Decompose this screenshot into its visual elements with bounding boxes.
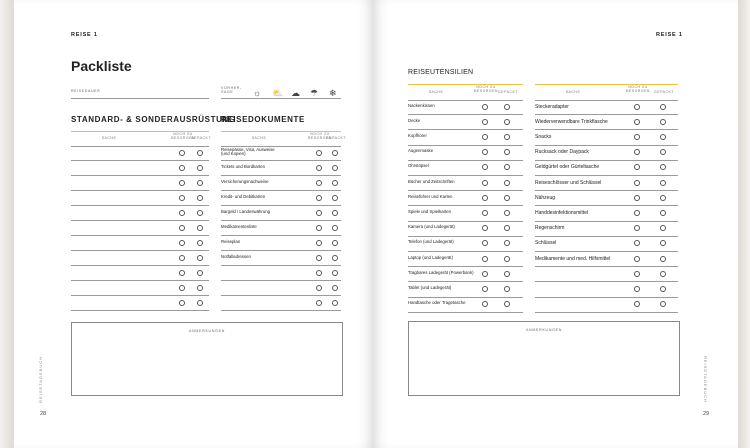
todo-checkbox[interactable] xyxy=(634,180,640,186)
todo-checkbox[interactable] xyxy=(634,134,640,140)
todo-checkbox[interactable] xyxy=(634,301,640,307)
todo-checkbox[interactable] xyxy=(634,149,640,155)
packed-checkbox[interactable] xyxy=(197,195,203,201)
column-header-packed: GEPACKT xyxy=(498,89,518,94)
column-header-todo: NOCH ZU BESORGEN xyxy=(308,132,332,140)
packed-checkbox[interactable] xyxy=(197,270,203,276)
forecast-line xyxy=(221,98,341,99)
item-label: Bargeld / Landeswährung xyxy=(221,208,270,214)
todo-checkbox[interactable] xyxy=(316,240,322,246)
item-label: Reisepässe, Visa, Ausweise (und Kopien) xyxy=(221,146,275,157)
column-header-packed: GEPACKT xyxy=(326,136,346,140)
todo-checkbox[interactable] xyxy=(179,195,185,201)
todo-checkbox[interactable] xyxy=(482,180,488,186)
packed-checkbox[interactable] xyxy=(332,240,338,246)
packed-checkbox[interactable] xyxy=(660,134,666,140)
list-item xyxy=(221,175,341,191)
todo-checkbox[interactable] xyxy=(179,270,185,276)
packed-checkbox[interactable] xyxy=(332,165,338,171)
todo-checkbox[interactable] xyxy=(634,164,640,170)
item-label: Tablet (und Ladegerät) xyxy=(408,284,452,290)
packed-checkbox[interactable] xyxy=(504,195,510,201)
item-label: Nackenkissen xyxy=(408,102,435,108)
list-item xyxy=(221,280,341,296)
list-item xyxy=(71,190,209,206)
packed-checkbox[interactable] xyxy=(332,255,338,261)
packed-checkbox[interactable] xyxy=(660,286,666,292)
todo-checkbox[interactable] xyxy=(634,195,640,201)
item-label: Bücher und Zeitschriften xyxy=(408,178,455,184)
todo-checkbox[interactable] xyxy=(634,256,640,262)
packed-checkbox[interactable] xyxy=(197,150,203,156)
list-item xyxy=(408,160,523,176)
todo-checkbox[interactable] xyxy=(316,150,322,156)
packed-checkbox[interactable] xyxy=(197,225,203,231)
spine-text: REISETAGEBUCH xyxy=(38,356,43,403)
packed-checkbox[interactable] xyxy=(504,225,510,231)
section-title-equipment: STANDARD- & SONDERAUSRÜSTUNG xyxy=(71,115,236,124)
item-label: Kredit- und Debitkarten xyxy=(221,193,266,199)
todo-checkbox[interactable] xyxy=(482,301,488,307)
packed-checkbox[interactable] xyxy=(504,286,510,292)
item-label: Handtasche oder Tragetasche xyxy=(408,300,466,306)
item-label: Augenmaske xyxy=(408,148,434,154)
forecast-label: VORHER- SAGE xyxy=(221,86,242,95)
todo-checkbox[interactable] xyxy=(179,300,185,306)
item-label: Schlüssel xyxy=(535,240,557,247)
item-label: Medikamente und med. Hilfsmittel xyxy=(535,255,611,262)
column-header-item: SACHE xyxy=(565,89,581,94)
packed-checkbox[interactable] xyxy=(197,255,203,261)
spine-text: REISETAGEBUCH xyxy=(703,356,708,403)
notes-label: ANMERKUNGEN xyxy=(525,328,563,332)
item-label: Telefon (und Ladegerät) xyxy=(408,239,454,245)
todo-checkbox[interactable] xyxy=(179,285,185,291)
todo-checkbox[interactable] xyxy=(482,119,488,125)
todo-checkbox[interactable] xyxy=(634,240,640,246)
page-title: Packliste xyxy=(71,58,132,74)
list-item xyxy=(408,114,523,130)
list-item xyxy=(535,114,678,130)
list-item xyxy=(71,160,209,176)
list-item xyxy=(535,190,678,206)
list-item xyxy=(221,295,341,311)
list-item xyxy=(71,265,209,281)
packed-checkbox[interactable] xyxy=(660,104,666,110)
list-item xyxy=(535,160,678,176)
item-label: Regenschirm xyxy=(535,225,565,232)
todo-checkbox[interactable] xyxy=(634,225,640,231)
right-page xyxy=(373,0,738,448)
item-label: Notfalladressen xyxy=(221,253,251,259)
column-header-packed: GEPACKT xyxy=(191,136,211,140)
packed-checkbox[interactable] xyxy=(504,256,510,262)
list-item xyxy=(535,297,678,313)
list-item xyxy=(221,145,341,161)
list-item xyxy=(535,266,678,282)
list-item xyxy=(535,129,678,145)
item-label: Laptop (und Ladegerät) xyxy=(408,254,453,260)
packed-checkbox[interactable] xyxy=(504,149,510,155)
item-label: Tragbares Ladegerät (Powerbank) xyxy=(408,269,474,275)
packed-checkbox[interactable] xyxy=(332,150,338,156)
item-label: Versicherungsnachweise xyxy=(221,178,269,184)
duration-label: REISEDAUER xyxy=(71,89,101,93)
list-item xyxy=(71,205,209,221)
item-label: Handdesinfektionsmittel xyxy=(535,209,589,216)
column-header-packed: GEPACKT xyxy=(654,89,674,94)
list-item xyxy=(408,251,523,267)
page-number: 28 xyxy=(40,411,47,417)
list-item xyxy=(408,175,523,191)
item-label: Wiederverwendbare Trinkflasche xyxy=(535,118,608,125)
todo-checkbox[interactable] xyxy=(482,134,488,140)
packed-checkbox[interactable] xyxy=(660,195,666,201)
list-item xyxy=(221,160,341,176)
column-header-item: SACHE xyxy=(251,136,267,140)
todo-checkbox[interactable] xyxy=(316,225,322,231)
list-item xyxy=(408,190,523,206)
item-label: Nähzeug xyxy=(535,194,556,201)
todo-checkbox[interactable] xyxy=(482,149,488,155)
todo-checkbox[interactable] xyxy=(179,225,185,231)
packed-checkbox[interactable] xyxy=(660,119,666,125)
section-title-utensils: REISEUTENSILIEN xyxy=(408,69,474,76)
packed-checkbox[interactable] xyxy=(197,300,203,306)
item-label: Geldgürtel oder Gürteltasche xyxy=(535,164,600,171)
todo-checkbox[interactable] xyxy=(179,240,185,246)
packed-checkbox[interactable] xyxy=(332,195,338,201)
item-label: Decke xyxy=(408,117,421,123)
notes-box[interactable] xyxy=(71,322,343,396)
packed-checkbox[interactable] xyxy=(504,180,510,186)
left-page xyxy=(14,0,373,448)
column-header-item: SACHE xyxy=(428,89,444,94)
todo-checkbox[interactable] xyxy=(316,270,322,276)
trip-label: REISE 1 xyxy=(656,32,683,38)
todo-checkbox[interactable] xyxy=(482,210,488,216)
item-label: Reiseführer und Karten xyxy=(408,193,453,199)
section-title-documents: REISEDOKUMENTE xyxy=(221,115,305,124)
packed-checkbox[interactable] xyxy=(504,104,510,110)
todo-checkbox[interactable] xyxy=(482,195,488,201)
todo-checkbox[interactable] xyxy=(316,255,322,261)
todo-checkbox[interactable] xyxy=(316,195,322,201)
list-item xyxy=(71,145,209,161)
todo-checkbox[interactable] xyxy=(316,300,322,306)
list-item xyxy=(535,251,678,267)
item-label: Reiseschlösser und Schlüssel xyxy=(535,179,602,186)
trip-label: REISE 1 xyxy=(71,32,98,38)
list-item xyxy=(71,175,209,191)
todo-checkbox[interactable] xyxy=(482,271,488,277)
packed-checkbox[interactable] xyxy=(504,240,510,246)
list-item xyxy=(408,297,523,313)
list-item xyxy=(221,265,341,281)
column-header-todo: NOCH ZU BESORGEN xyxy=(474,85,498,93)
list-item xyxy=(535,145,678,161)
todo-checkbox[interactable] xyxy=(316,285,322,291)
umbrella-icon: ☂ xyxy=(310,88,319,98)
list-item xyxy=(535,236,678,252)
packed-checkbox[interactable] xyxy=(332,225,338,231)
list-item xyxy=(221,235,341,251)
duration-line xyxy=(71,98,209,99)
packed-checkbox[interactable] xyxy=(332,285,338,291)
packed-checkbox[interactable] xyxy=(660,271,666,277)
todo-checkbox[interactable] xyxy=(179,180,185,186)
list-item xyxy=(221,220,341,236)
page-number: 29 xyxy=(703,411,710,417)
item-label: Tickets und Bordkarten xyxy=(221,163,266,169)
column-header-item: SACHE xyxy=(101,136,117,140)
item-label: Snacks xyxy=(535,133,552,140)
list-item xyxy=(408,99,523,115)
list-item xyxy=(71,220,209,236)
list-item xyxy=(71,280,209,296)
packed-checkbox[interactable] xyxy=(197,180,203,186)
todo-checkbox[interactable] xyxy=(179,255,185,261)
packed-checkbox[interactable] xyxy=(660,225,666,231)
list-item xyxy=(535,175,678,191)
list-item xyxy=(408,221,523,237)
packed-checkbox[interactable] xyxy=(332,300,338,306)
packed-checkbox[interactable] xyxy=(197,165,203,171)
item-label: Reiseplan xyxy=(221,238,241,244)
item-label: Medikamentenliste xyxy=(221,223,257,229)
list-item xyxy=(408,205,523,221)
todo-checkbox[interactable] xyxy=(316,165,322,171)
list-item xyxy=(221,190,341,206)
todo-checkbox[interactable] xyxy=(634,286,640,292)
partly-cloudy-icon: ⛅ xyxy=(272,88,284,98)
column-header-todo: NOCH ZU BESORGEN xyxy=(171,132,195,140)
packed-checkbox[interactable] xyxy=(197,240,203,246)
todo-checkbox[interactable] xyxy=(634,271,640,277)
list-item xyxy=(535,281,678,297)
packed-checkbox[interactable] xyxy=(660,180,666,186)
packed-checkbox[interactable] xyxy=(660,301,666,307)
todo-checkbox[interactable] xyxy=(179,210,185,216)
packed-checkbox[interactable] xyxy=(660,210,666,216)
todo-checkbox[interactable] xyxy=(482,256,488,262)
list-item xyxy=(408,129,523,145)
item-label: Spiele und Spielkarten xyxy=(408,208,451,214)
list-item xyxy=(408,281,523,297)
left-page-edges xyxy=(0,0,14,448)
list-item xyxy=(408,266,523,282)
sun-icon: ☼ xyxy=(253,88,262,98)
packed-checkbox[interactable] xyxy=(504,119,510,125)
packed-checkbox[interactable] xyxy=(332,210,338,216)
cloud-icon: ☁ xyxy=(291,88,300,98)
snowflake-icon: ❄ xyxy=(329,88,337,98)
todo-checkbox[interactable] xyxy=(316,210,322,216)
packed-checkbox[interactable] xyxy=(197,285,203,291)
item-label: Ohrstöpsel xyxy=(408,163,429,169)
list-item xyxy=(221,205,341,221)
todo-checkbox[interactable] xyxy=(482,164,488,170)
packed-checkbox[interactable] xyxy=(504,210,510,216)
list-item xyxy=(535,205,678,221)
todo-checkbox[interactable] xyxy=(634,210,640,216)
packed-checkbox[interactable] xyxy=(197,210,203,216)
packed-checkbox[interactable] xyxy=(660,149,666,155)
packed-checkbox[interactable] xyxy=(504,271,510,277)
packed-checkbox[interactable] xyxy=(332,270,338,276)
todo-checkbox[interactable] xyxy=(482,240,488,246)
notes-box[interactable] xyxy=(408,321,680,396)
packed-checkbox[interactable] xyxy=(332,180,338,186)
todo-checkbox[interactable] xyxy=(179,150,185,156)
item-label: Kamera (und Ladegerät) xyxy=(408,224,455,230)
list-item xyxy=(71,295,209,311)
notes-label: ANMERKUNGEN xyxy=(188,329,226,333)
todo-checkbox[interactable] xyxy=(482,225,488,231)
list-item xyxy=(71,235,209,251)
todo-checkbox[interactable] xyxy=(634,104,640,110)
todo-checkbox[interactable] xyxy=(482,104,488,110)
todo-checkbox[interactable] xyxy=(316,180,322,186)
list-item xyxy=(535,221,678,237)
column-header-todo: NOCH ZU BESORGEN xyxy=(626,85,650,93)
packed-checkbox[interactable] xyxy=(504,164,510,170)
packed-checkbox[interactable] xyxy=(660,256,666,262)
packed-checkbox[interactable] xyxy=(504,301,510,307)
todo-checkbox[interactable] xyxy=(634,119,640,125)
list-item xyxy=(535,99,678,115)
packed-checkbox[interactable] xyxy=(660,240,666,246)
todo-checkbox[interactable] xyxy=(482,286,488,292)
packed-checkbox[interactable] xyxy=(660,164,666,170)
item-label: Kopfhörer xyxy=(408,132,427,138)
item-label: Steckeradapter xyxy=(535,103,569,110)
right-page-edges xyxy=(738,0,750,448)
list-item xyxy=(221,250,341,266)
item-label: Rucksack oder Daypack xyxy=(535,149,589,156)
packed-checkbox[interactable] xyxy=(504,134,510,140)
list-item xyxy=(408,236,523,252)
list-item xyxy=(71,250,209,266)
list-item xyxy=(408,145,523,161)
todo-checkbox[interactable] xyxy=(179,165,185,171)
